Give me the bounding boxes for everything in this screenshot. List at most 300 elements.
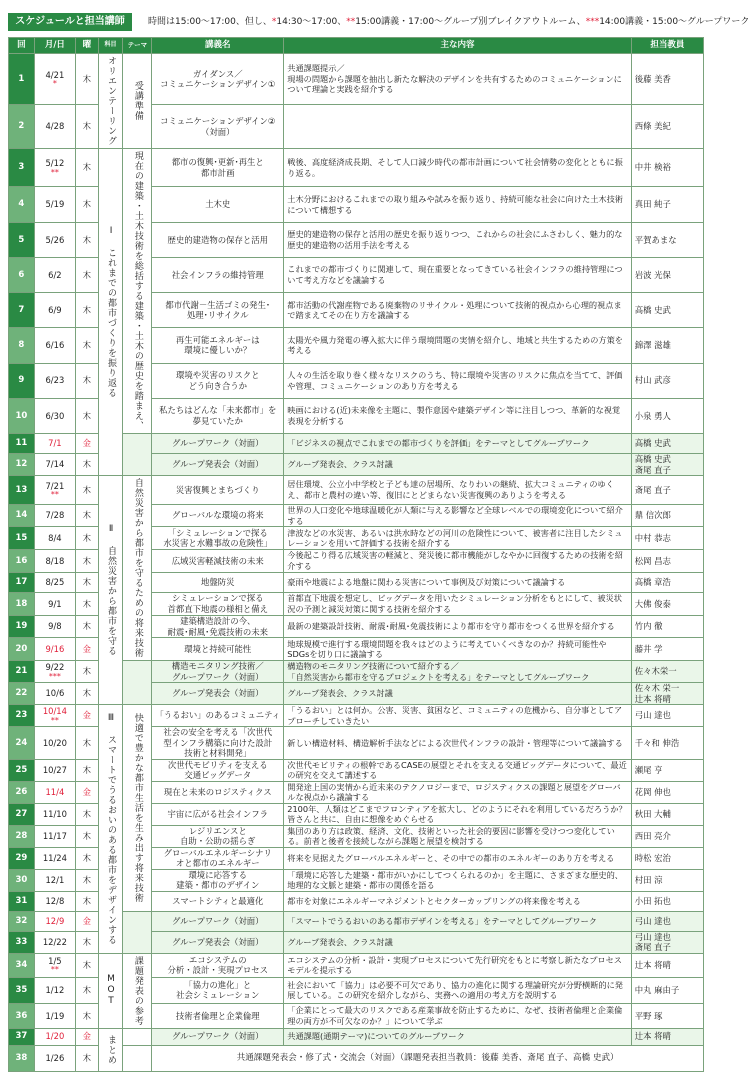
row-number: 37 bbox=[9, 1028, 35, 1045]
row-date bbox=[34, 803, 75, 825]
row-number: 12 bbox=[9, 454, 35, 476]
row-number: 23 bbox=[9, 705, 35, 727]
lecture-content: 都市活動の代謝産物である廃棄物のリサイクル・処理について技術的視点から心理的視点まで踏まえてその在り方を議論する bbox=[284, 293, 632, 328]
teacher-name: 佐々木栄一 bbox=[631, 661, 703, 683]
row-number: 16 bbox=[9, 549, 35, 572]
row-number: 7 bbox=[9, 293, 35, 328]
row-date bbox=[34, 891, 75, 911]
row-date bbox=[34, 527, 75, 550]
row-number: 1 bbox=[9, 54, 35, 105]
lecture-title: 「シミュレーションで探る 水災害と水難事故の危険性」 bbox=[152, 527, 284, 550]
row-number: 11 bbox=[9, 434, 35, 454]
subject-label: MOT bbox=[106, 974, 117, 1007]
lecture-title: グループワーク（対面） bbox=[152, 1028, 284, 1045]
teacher-name: 岩波 光保 bbox=[631, 257, 703, 292]
lecture-title: ガイダンス／ コミュニケーションデザイン① bbox=[152, 54, 284, 105]
row-weekday: 木 bbox=[76, 187, 99, 222]
row-number: 34 bbox=[9, 953, 35, 977]
row-date bbox=[34, 869, 75, 891]
lecture-content: 津波などの水災害、あるいは洪水時などの河川の危険性について、被害者に注目したシミュレーションを用いて評価する技術を紹介する bbox=[284, 527, 632, 550]
subject-label: まとめ bbox=[106, 1034, 117, 1065]
lecture-content: 地球規模で進行する環境問題を我々はどのように考えていくべきなのか？持続可能性やSDGsを切り口に議論する bbox=[284, 638, 632, 661]
teacher-name: 辻本 将晴 bbox=[631, 953, 703, 977]
lecture-title: 技術者倫理と企業倫理 bbox=[152, 1004, 284, 1028]
teacher-name: 西條 美紀 bbox=[631, 105, 703, 149]
teacher-name: 西田 亮介 bbox=[631, 825, 703, 847]
subject-cell bbox=[98, 705, 123, 954]
row-number: 4 bbox=[9, 187, 35, 222]
date-text: 1/26 bbox=[45, 1052, 65, 1063]
lecture-title: 社会の安全を考える「次世代 型インフラ構築に向けた設計 技術と材料開発」 bbox=[152, 727, 284, 760]
row-number: 3 bbox=[9, 149, 35, 187]
teacher-name: 時松 宏治 bbox=[631, 847, 703, 869]
row-number: 36 bbox=[9, 1004, 35, 1028]
row-date bbox=[34, 953, 75, 977]
lecture-title: 都市の復興･更新･再生と 都市計画 bbox=[152, 149, 284, 187]
teacher-name: 後藤 美香 bbox=[631, 54, 703, 105]
row-weekday: 木 bbox=[76, 572, 99, 593]
theme-cell bbox=[123, 661, 152, 705]
lecture-content: 映画における(近)未来像を主題に、製作意図や建築デザイン等に注目しつつ、革新的な視覚表現を分析する bbox=[284, 398, 632, 433]
teacher-name: 斎尾 直子 bbox=[631, 476, 703, 505]
col-teacher: 担当教員 bbox=[631, 38, 703, 54]
theme-cell bbox=[123, 705, 152, 912]
row-weekday: 木 bbox=[76, 293, 99, 328]
lecture-content bbox=[284, 105, 632, 149]
teacher-name: 松岡 昌志 bbox=[631, 549, 703, 572]
schedule-title: スケジュールと担当講師 bbox=[8, 13, 132, 31]
row-number: 5 bbox=[9, 222, 35, 257]
date-text: 11/24 bbox=[42, 852, 67, 863]
teacher-name: 小泉 勇人 bbox=[631, 398, 703, 433]
row-number: 26 bbox=[9, 781, 35, 803]
date-text: 10/27 bbox=[42, 764, 67, 775]
row-weekday: 木 bbox=[76, 549, 99, 572]
lecture-title: 環境に応答する 建築・都市のデザイン bbox=[152, 869, 284, 891]
theme-cell bbox=[123, 434, 152, 476]
row-number: 14 bbox=[9, 504, 35, 527]
lecture-title: 建築構造設計の今、 耐震･耐風･免震技術の未来 bbox=[152, 615, 284, 638]
date-text: 7/28 bbox=[45, 510, 65, 521]
lecture-content: グループ発表会、クラス討議 bbox=[284, 454, 632, 476]
lecture-content: 共通課題提示／ 現場の問題から課題を抽出し新たな解決のデザインを共有するためのコミュニケーションについて理論と実践を紹介する bbox=[284, 54, 632, 105]
lecture-content: 居住環境、公立小中学校と子ども達の居場所、なりわいの継続、拡大コミュニティのゆくえ、都市と農村の違い等、復旧にとどまらない災害復興のありようを考える bbox=[284, 476, 632, 505]
date-text: 1/12 bbox=[45, 985, 65, 996]
col-content: 主な内容 bbox=[284, 38, 632, 54]
teacher-name: 鼎 信次郎 bbox=[631, 504, 703, 527]
row-date bbox=[34, 1045, 75, 1071]
row-weekday: 木 bbox=[76, 54, 99, 105]
time-mark: *** bbox=[48, 671, 61, 681]
table-body bbox=[9, 54, 704, 1072]
row-number: 32 bbox=[9, 911, 35, 931]
teacher-name: 真田 純子 bbox=[631, 187, 703, 222]
date-text: 8/25 bbox=[45, 577, 65, 588]
lecture-title: 私たちはどんな「未来都市」を 夢見ていたか bbox=[152, 398, 284, 433]
table-row bbox=[9, 149, 704, 187]
row-number: 22 bbox=[9, 683, 35, 705]
date-text: 7/1 bbox=[48, 438, 62, 449]
teacher-name: 村田 涼 bbox=[631, 869, 703, 891]
row-number: 31 bbox=[9, 891, 35, 911]
table-row bbox=[9, 705, 704, 727]
row-date bbox=[34, 328, 75, 363]
col-subject: 科目 bbox=[98, 38, 123, 54]
row-weekday: 木 bbox=[76, 825, 99, 847]
row-date bbox=[34, 977, 75, 1003]
row-date bbox=[34, 911, 75, 931]
lecture-content: 集団のあり方は政策、経済、文化、技術といった社会的要因に影響を受けつつ変化している。前者と後者を接続しながら課題と展望を検討する bbox=[284, 825, 632, 847]
theme-label: 快適で豊かな都市生活を生み出す将来技術 bbox=[132, 712, 143, 903]
time-mark: ** bbox=[50, 167, 59, 177]
row-number: 10 bbox=[9, 398, 35, 433]
date-text: 8/18 bbox=[45, 555, 65, 566]
date-text: 11/4 bbox=[45, 786, 65, 797]
row-weekday: 木 bbox=[76, 363, 99, 398]
table-row bbox=[9, 1028, 704, 1045]
date-text: 6/9 bbox=[48, 304, 62, 315]
lecture-content: 2100年、人類はどこまでフロンティアを拡大し、どのようにそれを利用しているだろうか？皆さんと共に、自由に想像をめぐらせる bbox=[284, 803, 632, 825]
row-date bbox=[34, 187, 75, 222]
lecture-content: 次世代モビリティの根幹であるCASEの展望とそれを支える交通ビッグデータについて、最近の研究を交えて講述する bbox=[284, 759, 632, 781]
row-weekday: 木 bbox=[76, 1045, 99, 1071]
lecture-title: 環境や災害のリスクと どう向き合うか bbox=[152, 363, 284, 398]
lecture-content: 戦後、高度経済成長期、そして人口減少時代の都市計画について社会情勢の変化とともに振り返る。 bbox=[284, 149, 632, 187]
date-text: 11/17 bbox=[42, 830, 67, 841]
table-row bbox=[9, 54, 704, 105]
row-date bbox=[34, 257, 75, 292]
teacher-name: 千々和 伸浩 bbox=[631, 727, 703, 760]
theme-cell bbox=[123, 476, 152, 661]
lecture-content: 最新の建築設計技術、耐震･耐風･免震技術により都市を守り都市をつくる世界を紹介する bbox=[284, 615, 632, 638]
time-mark: ** bbox=[50, 965, 59, 975]
subject-cell bbox=[98, 476, 123, 705]
teacher-name: 小田 拓也 bbox=[631, 891, 703, 911]
date-text: 6/2 bbox=[48, 269, 62, 280]
row-number: 13 bbox=[9, 476, 35, 505]
row-weekday: 木 bbox=[76, 504, 99, 527]
teacher-name: 佐々木 栄一 辻本 将晴 bbox=[631, 683, 703, 705]
col-date: 月/日 bbox=[34, 38, 75, 54]
date-text: 12/22 bbox=[42, 936, 67, 947]
row-number: 24 bbox=[9, 727, 35, 760]
lecture-content: エコシステムの分析・設計・実現プロセスについて先行研究をもとに考察し新たなプロセスモデルを提示する bbox=[284, 953, 632, 977]
row-weekday: 木 bbox=[76, 328, 99, 363]
row-weekday: 木 bbox=[76, 593, 99, 616]
lecture-content: 今後起こり得る広域災害の軽減と、発災後に都市機能がしなやかに回復するための技術を紹介する bbox=[284, 549, 632, 572]
lecture-content: 新しい構造材料、構造解析手法などによる次世代インフラの設計・管理等について議論する bbox=[284, 727, 632, 760]
date-text: 9/16 bbox=[45, 643, 65, 654]
teacher-name: 辻本 将晴 bbox=[631, 1028, 703, 1045]
lecture-content: 開発途上国の実情から近未来のテクノロジーまで、ロジスティクスの課題と展望をグローバルな視点から議論する bbox=[284, 781, 632, 803]
date-text: 1/20 bbox=[45, 1031, 65, 1042]
row-weekday: 木 bbox=[76, 683, 99, 705]
row-date bbox=[34, 476, 75, 505]
lecture-title: 再生可能エネルギーは 環境に優しいか？ bbox=[152, 328, 284, 363]
row-weekday: 金 bbox=[76, 781, 99, 803]
row-date bbox=[34, 638, 75, 661]
row-number: 28 bbox=[9, 825, 35, 847]
subject-label: Ⅰ これまでの都市づくりを振り返る bbox=[106, 226, 117, 398]
teacher-name: 高橋 史武 斎尾 直子 bbox=[631, 454, 703, 476]
row-date bbox=[34, 1004, 75, 1028]
lecture-title: シミュレーションで探る 首都直下地震の様相と備え bbox=[152, 593, 284, 616]
row-number: 8 bbox=[9, 328, 35, 363]
theme-label: 現在の建築・土木技術を総括する建築・土木の歴史を踏まえ、 bbox=[132, 151, 143, 431]
lecture-content: 共通課題(通期テーマ)についてのグループワーク bbox=[284, 1028, 632, 1045]
lecture-content: 「企業にとって最大のリスクである産業事故を防止するために、なぜ、技術者倫理と企業倫理の両方が不可欠なのか？」について学ぶ bbox=[284, 1004, 632, 1028]
date-text: 5/12 bbox=[45, 158, 65, 169]
subject-label: Ⅱ 自然災害から都市を守る bbox=[106, 524, 117, 656]
subject-cell bbox=[98, 149, 123, 476]
lecture-content: 共通課題発表会・修了式・交流会（対面）（課題発表担当教員：後藤 美香、斎尾 直子、高橋 史武） bbox=[152, 1045, 704, 1071]
row-weekday: 木 bbox=[76, 803, 99, 825]
lecture-content: これまでの都市づくりに関連して、現在重要となってきている社会インフラの維持管理について考え方などを議論する bbox=[284, 257, 632, 292]
lecture-content: 人々の生活を取り巻く様々なリスクのうち、特に環境や災害のリスクに焦点を当てて、評価や管理、コミュニケーションのあり方を考える bbox=[284, 363, 632, 398]
teacher-name: 平野 琢 bbox=[631, 1004, 703, 1028]
row-weekday: 木 bbox=[76, 1004, 99, 1028]
time-mark: ** bbox=[50, 715, 59, 725]
row-date bbox=[34, 398, 75, 433]
lecture-title: 広域災害軽減技術の未来 bbox=[152, 549, 284, 572]
date-text: 6/23 bbox=[45, 375, 65, 386]
row-date bbox=[34, 549, 75, 572]
theme-label: 課題発表の参考 bbox=[132, 955, 143, 1026]
date-text: 12/9 bbox=[45, 915, 65, 926]
row-weekday: 金 bbox=[76, 434, 99, 454]
table-row bbox=[9, 953, 704, 977]
date-text: 8/4 bbox=[48, 532, 62, 543]
row-number: 19 bbox=[9, 615, 35, 638]
teacher-name: 中井 検裕 bbox=[631, 149, 703, 187]
row-number: 27 bbox=[9, 803, 35, 825]
lecture-content: 首都直下地震を想定し、ビッグデータを用いたシミュレーション分析をもとにして、被災状況の予測と減災対策に関する技術を紹介する bbox=[284, 593, 632, 616]
lecture-content: 世界の人口変化や地球温暖化が人類に与える影響など全球レベルでの環境変化について紹介する bbox=[284, 504, 632, 527]
lecture-title: 構造モニタリング技術／ グループワーク（対面） bbox=[152, 661, 284, 683]
row-weekday: 木 bbox=[76, 454, 99, 476]
date-text: 5/26 bbox=[45, 234, 65, 245]
lecture-title: グローバルエネルギーシナリ オと都市のエネルギー bbox=[152, 847, 284, 869]
row-number: 20 bbox=[9, 638, 35, 661]
row-date bbox=[34, 504, 75, 527]
lecture-title: コミュニケーションデザイン② （対面） bbox=[152, 105, 284, 149]
row-weekday: 金 bbox=[76, 1028, 99, 1045]
lecture-content: 「ビジネスの視点でこれまでの都市づくりを評価」をテーマとしてグループワーク bbox=[284, 434, 632, 454]
date-text: 11/10 bbox=[42, 808, 67, 819]
theme-label: 受講準備 bbox=[132, 81, 143, 121]
subject-label: オリエンテーリング bbox=[106, 56, 117, 146]
lecture-content: 歴史的建造物の保存と活用の歴史を振り返りつつ、これからの社会にふさわしく、魅力的な歴史的建造物の活用手法を考える bbox=[284, 222, 632, 257]
teacher-name: 平賀あまな bbox=[631, 222, 703, 257]
subject-cell bbox=[98, 1028, 123, 1071]
row-date bbox=[34, 293, 75, 328]
teacher-name: 村山 武彦 bbox=[631, 363, 703, 398]
date-text: 1/19 bbox=[45, 1010, 65, 1021]
row-weekday: 木 bbox=[76, 759, 99, 781]
row-weekday: 木 bbox=[76, 727, 99, 760]
row-number: 2 bbox=[9, 105, 35, 149]
row-number: 30 bbox=[9, 869, 35, 891]
teacher-name: 藤井 学 bbox=[631, 638, 703, 661]
row-weekday: 木 bbox=[76, 476, 99, 505]
table-header-row bbox=[9, 38, 704, 54]
lecture-title: 現在と未来のロジスティクス bbox=[152, 781, 284, 803]
lecture-title: 「協力の進化」と 社会シミュレーション bbox=[152, 977, 284, 1003]
row-date bbox=[34, 615, 75, 638]
lecture-title: グループ発表会（対面） bbox=[152, 931, 284, 953]
lecture-title: グループ発表会（対面） bbox=[152, 454, 284, 476]
lecture-title: 災害復興とまちづくり bbox=[152, 476, 284, 505]
lecture-title: グループ発表会（対面） bbox=[152, 683, 284, 705]
row-weekday: 木 bbox=[76, 661, 99, 683]
row-date bbox=[34, 572, 75, 593]
row-weekday: 木 bbox=[76, 257, 99, 292]
time-mark: ** bbox=[50, 490, 59, 500]
lecture-title: 次世代モビリティを支える 交通ビッグデータ bbox=[152, 759, 284, 781]
teacher-name: 大佛 俊泰 bbox=[631, 593, 703, 616]
lecture-title: エコシステムの 分析・設計・実現プロセス bbox=[152, 953, 284, 977]
teacher-name: 錦澤 滋雄 bbox=[631, 328, 703, 363]
lecture-content: 「うるおい」とは何か。公害、災害、貧困など、コミュニティの危機から、自分事としてアプローチしていきたい bbox=[284, 705, 632, 727]
lecture-title: グローバルな環境の将来 bbox=[152, 504, 284, 527]
lecture-title: 歴史的建造物の保存と活用 bbox=[152, 222, 284, 257]
row-date bbox=[34, 54, 75, 105]
row-date bbox=[34, 759, 75, 781]
time-mark: * bbox=[52, 79, 57, 89]
teacher-name: 高橋 章浩 bbox=[631, 572, 703, 593]
teacher-name: 中村 恭志 bbox=[631, 527, 703, 550]
date-text: 7/21 bbox=[45, 480, 65, 491]
subject-cell bbox=[98, 953, 123, 1028]
teacher-name: 花岡 伸也 bbox=[631, 781, 703, 803]
teacher-name: 弓山 達也 斎尾 直子 bbox=[631, 931, 703, 953]
date-text: 1/5 bbox=[48, 955, 62, 966]
theme-cell bbox=[123, 953, 152, 1028]
lecture-title: 環境と持続可能性 bbox=[152, 638, 284, 661]
row-weekday: 木 bbox=[76, 931, 99, 953]
row-weekday: 木 bbox=[76, 149, 99, 187]
row-date bbox=[34, 363, 75, 398]
row-number: 15 bbox=[9, 527, 35, 550]
subject-cell bbox=[98, 54, 123, 149]
col-no: 回 bbox=[9, 38, 35, 54]
row-weekday: 木 bbox=[76, 527, 99, 550]
col-lecture: 講義名 bbox=[152, 38, 284, 54]
teacher-name: 竹内 徹 bbox=[631, 615, 703, 638]
theme-cell bbox=[123, 1028, 152, 1045]
lecture-title: 地盤防災 bbox=[152, 572, 284, 593]
lecture-title: グループワーク（対面） bbox=[152, 434, 284, 454]
theme-cell bbox=[123, 911, 152, 953]
row-number: 17 bbox=[9, 572, 35, 593]
theme-cell bbox=[123, 149, 152, 434]
row-number: 35 bbox=[9, 977, 35, 1003]
lecture-content: 社会において「協力」は必要不可欠であり、協力の進化に関する理論研究が分野横断的に発展している。この研究を紹介しながら、実務への適用の考え方を説明する bbox=[284, 977, 632, 1003]
row-date bbox=[34, 149, 75, 187]
teacher-name: 高橋 史武 bbox=[631, 293, 703, 328]
teacher-name: 中丸 麻由子 bbox=[631, 977, 703, 1003]
table-row bbox=[9, 476, 704, 505]
lecture-content: 構造物のモニタリング技術について紹介する／ 「自然災害から都市を守るプロジェクトを考える」をテーマとしてグループワーク bbox=[284, 661, 632, 683]
schedule-header bbox=[8, 13, 749, 31]
row-date bbox=[34, 593, 75, 616]
row-weekday: 木 bbox=[76, 953, 99, 977]
row-weekday: 木 bbox=[76, 869, 99, 891]
row-number: 25 bbox=[9, 759, 35, 781]
row-date bbox=[34, 683, 75, 705]
lecture-content: 将来を見据えたグローバルエネルギーと、その中での都市のエネルギーのあり方を考える bbox=[284, 847, 632, 869]
row-date bbox=[34, 727, 75, 760]
row-number: 21 bbox=[9, 661, 35, 683]
row-weekday: 木 bbox=[76, 847, 99, 869]
row-number: 6 bbox=[9, 257, 35, 292]
row-weekday: 木 bbox=[76, 398, 99, 433]
date-text: 12/8 bbox=[45, 895, 65, 906]
date-text: 9/1 bbox=[48, 598, 62, 609]
theme-cell bbox=[123, 1045, 152, 1071]
time-note: 時間は15:00～17:00、但し、*14:30～17:00、**15:00講義・17:00～グループ別ブレイクアウトルーム、***14:00講義・15:00～グループワーク bbox=[148, 17, 749, 27]
date-text: 9/8 bbox=[48, 621, 62, 632]
row-weekday: 金 bbox=[76, 911, 99, 931]
row-number: 38 bbox=[9, 1045, 35, 1071]
col-theme: テーマ bbox=[123, 38, 152, 54]
row-date bbox=[34, 847, 75, 869]
date-text: 12/1 bbox=[45, 874, 65, 885]
date-text: 9/22 bbox=[45, 662, 65, 673]
row-weekday: 木 bbox=[76, 891, 99, 911]
row-date bbox=[34, 661, 75, 683]
row-date bbox=[34, 105, 75, 149]
teacher-name: 弓山 達也 bbox=[631, 911, 703, 931]
date-text: 4/21 bbox=[45, 69, 65, 80]
row-weekday: 木 bbox=[76, 105, 99, 149]
row-date bbox=[34, 825, 75, 847]
teacher-name: 秋田 大輔 bbox=[631, 803, 703, 825]
date-text: 6/30 bbox=[45, 410, 65, 421]
col-day: 曜 bbox=[76, 38, 99, 54]
theme-label: 自然災害から都市を守るための将来技術 bbox=[132, 478, 143, 658]
teacher-name: 瀬尾 亨 bbox=[631, 759, 703, 781]
row-weekday: 木 bbox=[76, 222, 99, 257]
row-weekday: 金 bbox=[76, 638, 99, 661]
row-date bbox=[34, 705, 75, 727]
date-text: 10/20 bbox=[42, 737, 67, 748]
lecture-title: グループワーク（対面） bbox=[152, 911, 284, 931]
row-date bbox=[34, 434, 75, 454]
date-text: 6/16 bbox=[45, 340, 65, 351]
date-text: 10/14 bbox=[42, 706, 67, 717]
lecture-title: 土木史 bbox=[152, 187, 284, 222]
date-text: 5/19 bbox=[45, 199, 65, 210]
lecture-content: 都市を対象にエネルギーマネジメントとセクターカップリングの将来像を考える bbox=[284, 891, 632, 911]
lecture-content: グループ発表会、クラス討議 bbox=[284, 683, 632, 705]
row-number: 18 bbox=[9, 593, 35, 616]
lecture-content: 太陽光や風力発電の導入拡大に伴う環境問題の実情を紹介し、地域と共生するための方策を考える bbox=[284, 328, 632, 363]
row-weekday: 木 bbox=[76, 977, 99, 1003]
lecture-content: 「スマートでうるおいのある都市デザインを考える」をテーマとしてグループワーク bbox=[284, 911, 632, 931]
teacher-name: 高橋 史武 bbox=[631, 434, 703, 454]
theme-cell bbox=[123, 54, 152, 149]
row-date bbox=[34, 931, 75, 953]
row-date bbox=[34, 222, 75, 257]
row-date bbox=[34, 1028, 75, 1045]
row-weekday: 金 bbox=[76, 705, 99, 727]
teacher-name: 弓山 達也 bbox=[631, 705, 703, 727]
lecture-title: 社会インフラの維持管理 bbox=[152, 257, 284, 292]
schedule-table bbox=[8, 37, 704, 1072]
lecture-title: スマートシティと最適化 bbox=[152, 891, 284, 911]
row-date bbox=[34, 781, 75, 803]
